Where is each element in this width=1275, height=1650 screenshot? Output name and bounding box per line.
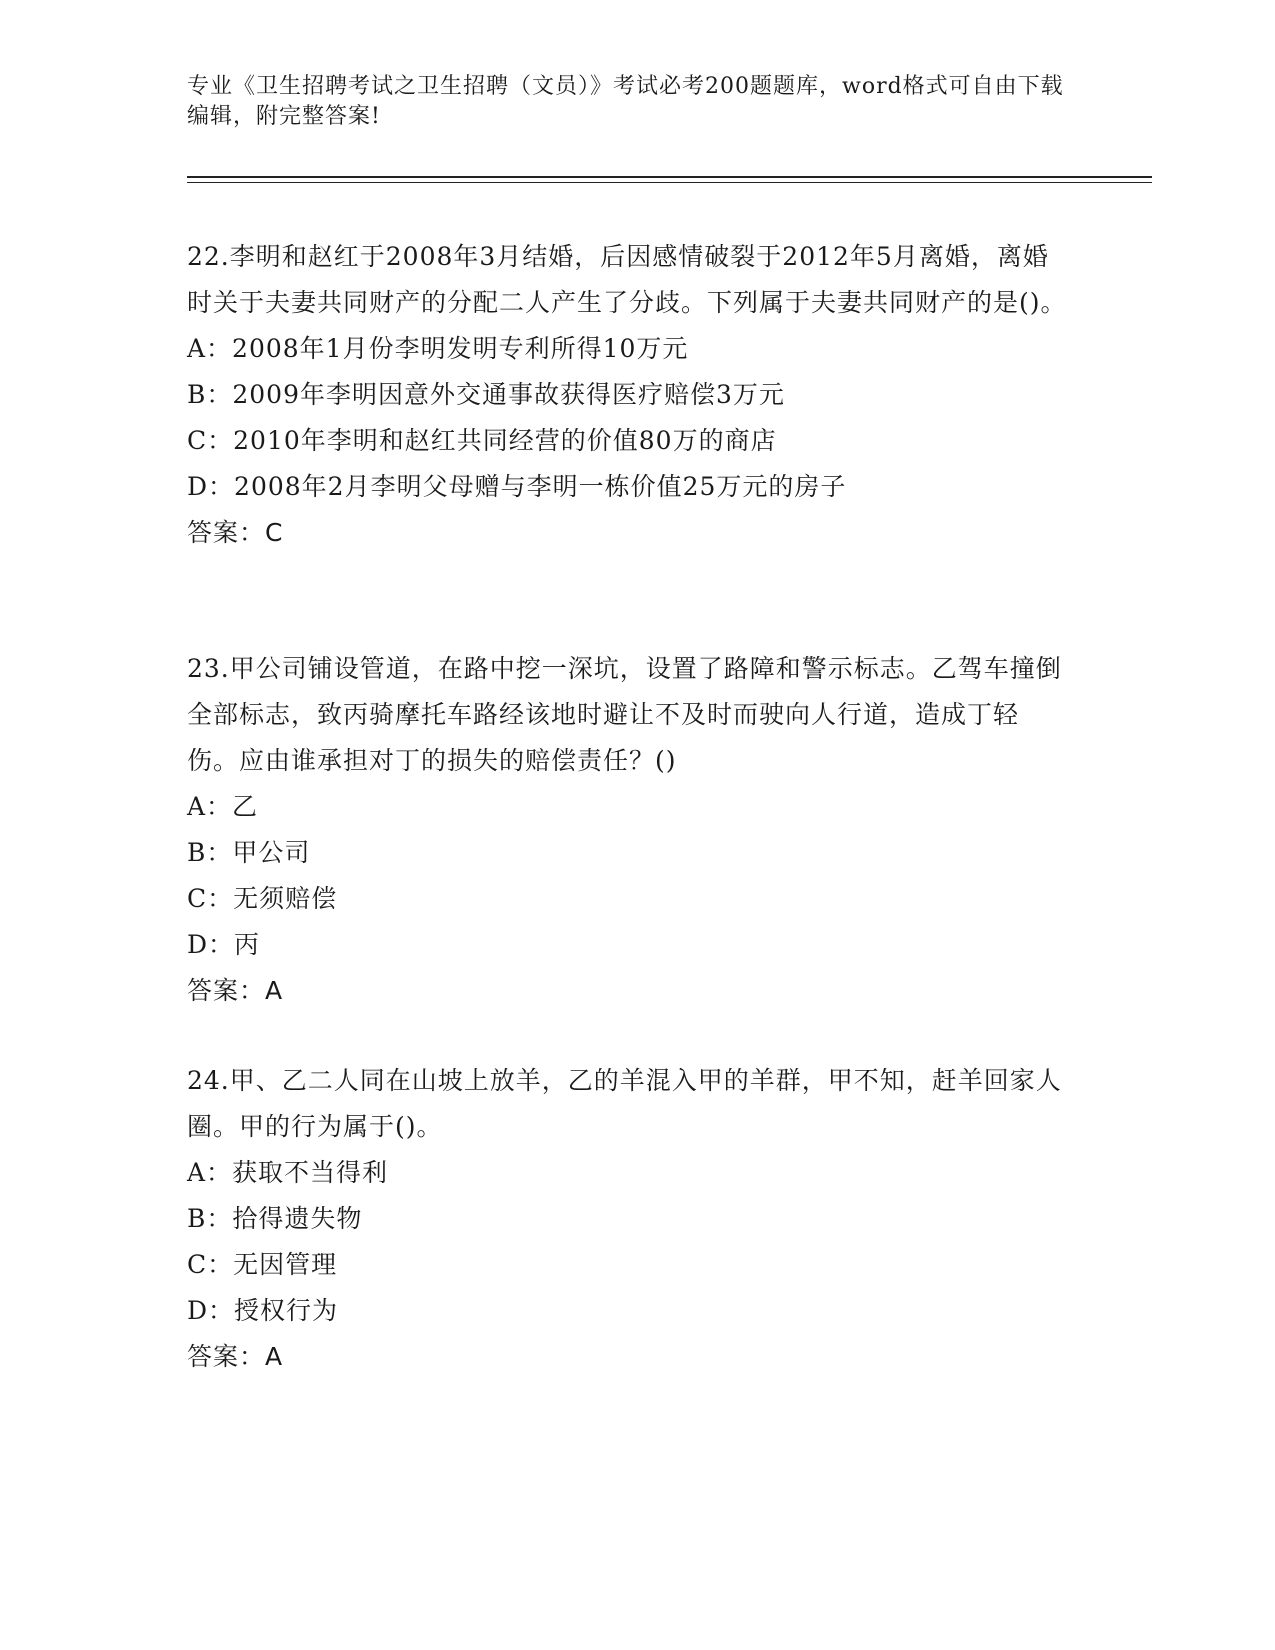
question-text: 23.甲公司铺设管道，在路中挖一深坑，设置了路障和警示标志。乙驾车撞倒全部标志，致丙骑摩托车路经该地时避让不及时而驶向人行道，造成丁轻伤。应由谁承担对丁的损失的赔偿责任？() <box>187 654 1062 775</box>
header-divider-thin <box>187 182 1152 183</box>
option-d: D：2008年2月李明父母赠与李明一栋价值25万元的房子 <box>187 472 847 501</box>
question-22 <box>187 234 1087 556</box>
option-c: C：2010年李明和赵红共同经营的价值80万的商店 <box>187 426 777 455</box>
question-23 <box>187 646 1087 1014</box>
answer: 答案：A <box>187 1342 284 1371</box>
question-text: 24.甲、乙二人同在山坡上放羊，乙的羊混入甲的羊群，甲不知，赶羊回家人圈。甲的行为属于()。 <box>187 1066 1062 1141</box>
answer: 答案：A <box>187 976 284 1005</box>
question-text: 22.李明和赵红于2008年3月结婚，后因感情破裂于2012年5月离婚，离婚时关于夫妻共同财产的分配二人产生了分歧。下列属于夫妻共同财产的是()。 <box>187 242 1067 317</box>
option-a: A：获取不当得利 <box>187 1158 389 1187</box>
option-b: B：拾得遗失物 <box>187 1204 363 1233</box>
answer: 答案：C <box>187 518 284 547</box>
option-a: A：2008年1月份李明发明专利所得10万元 <box>187 334 689 363</box>
header-divider-thick <box>187 176 1152 178</box>
document-header: 专业《卫生招聘考试之卫生招聘（文员）》考试必考200题题库，word格式可自由下载编辑，附完整答案! <box>187 74 1064 129</box>
option-c: C：无须赔偿 <box>187 884 338 913</box>
option-b: B：2009年李明因意外交通事故获得医疗赔偿3万元 <box>187 380 785 409</box>
option-b: B：甲公司 <box>187 838 311 867</box>
option-d: D：授权行为 <box>187 1296 339 1325</box>
option-d: D：丙 <box>187 930 261 959</box>
option-a: A：乙 <box>187 792 259 821</box>
option-c: C：无因管理 <box>187 1250 338 1279</box>
question-24 <box>187 1058 1087 1380</box>
